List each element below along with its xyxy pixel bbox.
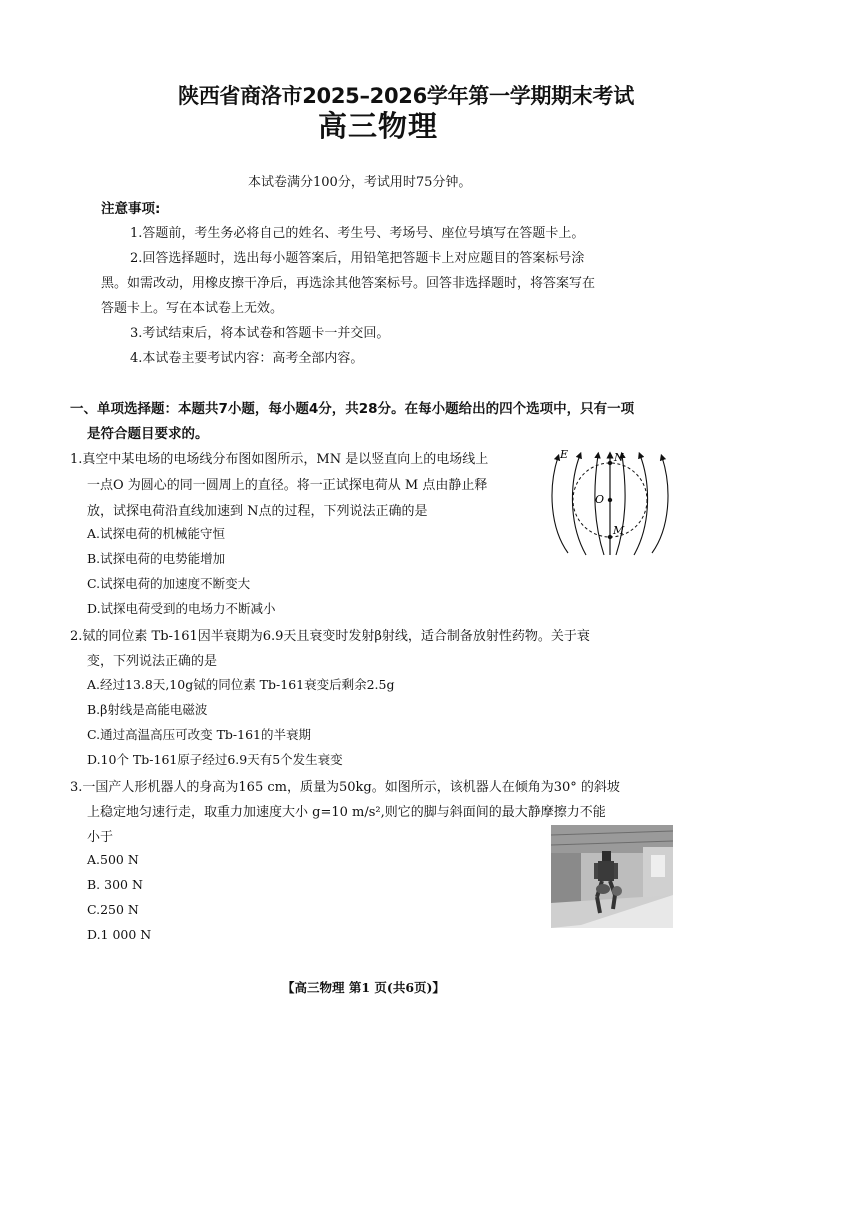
q3-stem: 小于 bbox=[87, 830, 114, 845]
note-line: 1.答题前，考生务必将自己的姓名、考生号、考场号、座位号填写在答题卡上。 bbox=[130, 226, 585, 241]
q3-stem: 上稳定地匀速行走，取重力加速度大小 g=10 m/s²,则它的脚与斜面间的最大静摩擦力不能 bbox=[87, 805, 606, 820]
field-line bbox=[634, 455, 648, 555]
q1-stem: 一点O 为圆心的同一圆周上的直径。将一正试探电荷从 M 点由静止释 bbox=[87, 478, 488, 493]
q2-option-c: C.通过高温高压可改变 Tb-161的半衰期 bbox=[87, 727, 311, 742]
point-o bbox=[608, 498, 612, 502]
exam-title: 陕西省商洛市2025–2026学年第一学期期末考试 bbox=[178, 84, 634, 108]
q2-option-b: B.β射线是高能电磁波 bbox=[87, 702, 208, 717]
q3-option-b: B. 300 N bbox=[87, 877, 143, 892]
note-line: 4.本试卷主要考试内容：高考全部内容。 bbox=[130, 351, 364, 366]
section-heading: 一、单项选择题：本题共7小题，每小题4分，共28分。在每小题给出的四个选项中，只有一项 bbox=[70, 401, 635, 417]
label-e: E bbox=[560, 448, 569, 461]
q1-option-d: D.试探电荷受到的电场力不断减小 bbox=[87, 601, 276, 616]
robot-photo bbox=[551, 825, 673, 928]
point-n bbox=[608, 461, 612, 465]
field-line bbox=[616, 455, 625, 555]
q1-option-b: B.试探电荷的电势能增加 bbox=[87, 551, 226, 566]
exam-info: 本试卷满分100分，考试用时75分钟。 bbox=[248, 175, 472, 190]
notes-heading: 注意事项: bbox=[101, 201, 161, 217]
label-o: O bbox=[595, 493, 605, 506]
q2-stem: 变，下列说法正确的是 bbox=[87, 654, 218, 669]
electric-field-figure bbox=[548, 443, 678, 558]
q2-option-a: A.经过13.8天,10g铽的同位素 Tb-161衰变后剩余2.5g bbox=[87, 677, 395, 692]
q3-option-a: A.500 N bbox=[87, 852, 139, 867]
q3-stem: 3.一国产人形机器人的身高为165 cm，质量为50kg。如图所示，该机器人在倾角为30° 的斜坡 bbox=[70, 780, 620, 795]
robot-head bbox=[602, 851, 611, 861]
subject-title: 高三物理 bbox=[318, 109, 439, 143]
point-m bbox=[608, 535, 612, 539]
q1-stem: 1.真空中某电场的电场线分布图如图所示，MN 是以竖直向上的电场线上 bbox=[70, 452, 489, 467]
note-line: 答题卡上。写在本试卷上无效。 bbox=[101, 301, 284, 316]
q2-option-d: D.10个 Tb-161原子经过6.9天有5个发生衰变 bbox=[87, 752, 343, 767]
q1-option-a: A.试探电荷的机械能守恒 bbox=[87, 526, 226, 541]
robot-body bbox=[598, 861, 614, 881]
q1-stem: 放，试探电荷沿直线加速到 N点的过程，下列说法正确的是 bbox=[87, 504, 428, 519]
q2-stem: 2.铽的同位素 Tb-161因半衰期为6.9天且衰变时发射β射线，适合制备放射性药物。关于衰 bbox=[70, 629, 590, 644]
note-line: 3.考试结束后，将本试卷和答题卡一并交回。 bbox=[130, 326, 390, 341]
field-line bbox=[552, 457, 568, 553]
label-n: N bbox=[614, 451, 624, 464]
page-footer: 【高三物理 第1 页(共6页)】 bbox=[282, 980, 445, 995]
section-heading-cont: 是符合题目要求的。 bbox=[87, 426, 209, 442]
field-line bbox=[652, 457, 668, 553]
field-line bbox=[572, 455, 586, 555]
q3-option-c: C.250 N bbox=[87, 902, 139, 917]
q3-option-d: D.1 000 N bbox=[87, 927, 152, 942]
q1-option-c: C.试探电荷的加速度不断变大 bbox=[87, 576, 251, 591]
label-m: M bbox=[613, 524, 625, 537]
note-line: 2.回答选择题时，选出每小题答案后，用铅笔把答题卡上对应题目的答案标号涂 bbox=[130, 251, 585, 266]
note-line: 黑。如需改动，用橡皮擦干净后，再选涂其他答案标号。回答非选择题时，将答案写在 bbox=[101, 276, 596, 291]
